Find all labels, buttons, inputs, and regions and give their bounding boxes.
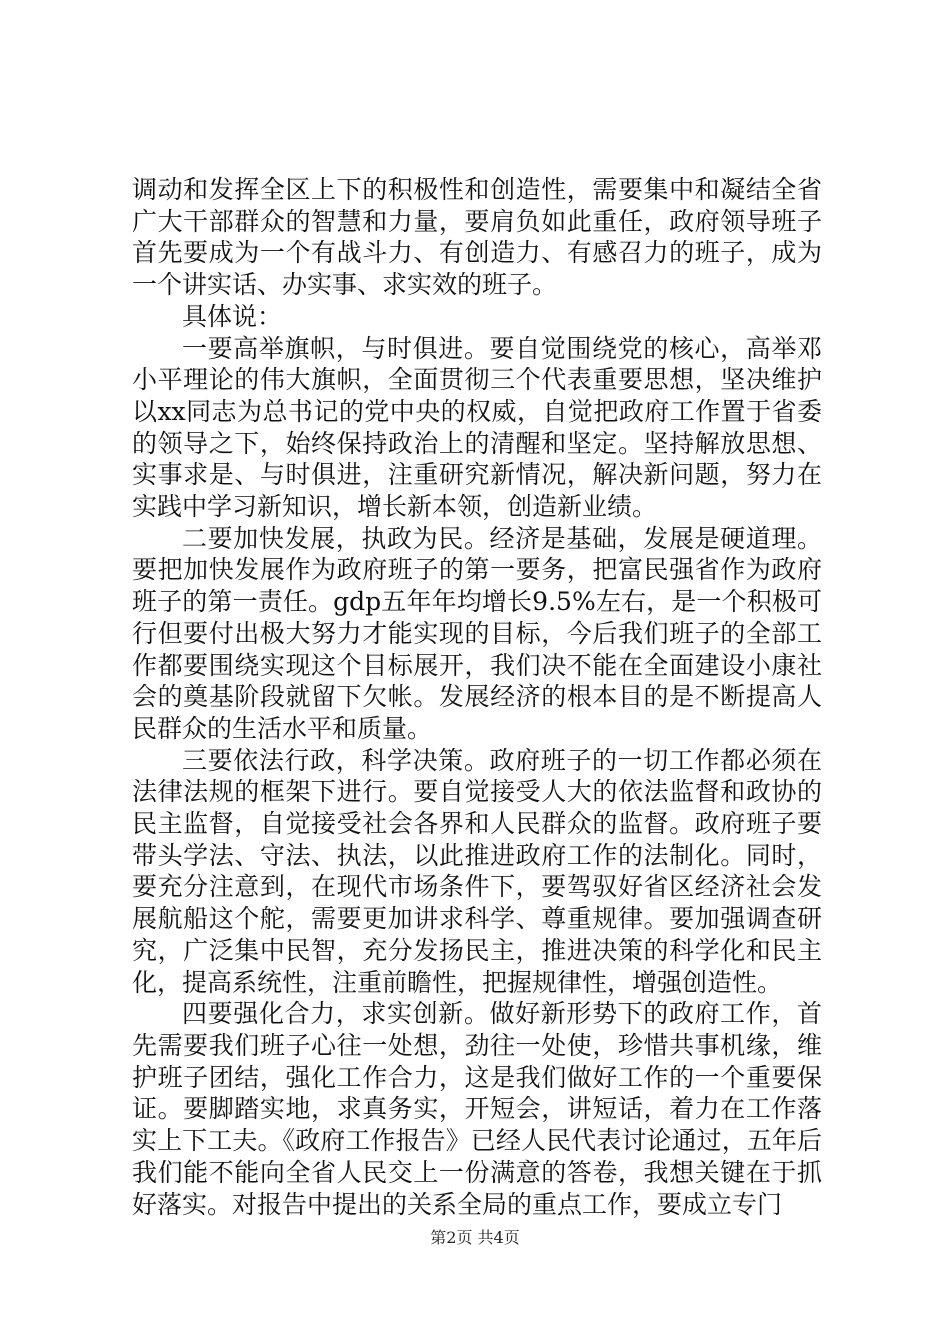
paragraph-point-1: 一要高举旗帜，与时俱进。要自觉围绕党的核心，高举邓小平理论的伟大旗帜，全面贯彻三个代表重要思想，坚决维护以xx同志为总书记的党中央的权威，自觉把政府工作置于省委的领导之下，始终保持政治上的清醒和坚定。坚持解放思想、实事求是、与时俱进，注重研究新情况，解决新问题，努力在实践中学习新知识，增长新本领，创造新业绩。 bbox=[132, 333, 822, 522]
paragraph-point-2: 二要加快发展，执政为民。经济是基础，发展是硬道理。要把加快发展作为政府班子的第一要务，把富民强省作为政府班子的第一责任。gdp五年年均增长9.5%左右，是一个积极可行但要付出极大努力才能实现的目标，今后我们班子的全部工作都要围绕实现这个目标展开，我们决不能在全面建设小康社会的奠基阶段就留下欠帐。发展经济的根本目的是不断提高人民群众的生活水平和质量。 bbox=[132, 523, 822, 743]
paragraph-continued: 调动和发挥全区上下的积极性和创造性，需要集中和凝结全省广大干部群众的智慧和力量，要肩负如此重任，政府领导班子首先要成为一个有战斗力、有创造力、有感召力的班子，成为一个讲实话、办实事、求实效的班子。 bbox=[132, 175, 822, 300]
paragraph-point-4: 四要强化合力，求实创新。做好新形势下的政府工作，首先需要我们班子心往一处想，劲往一处使，珍惜共事机缘，维护班子团结，强化工作合力，这是我们做好工作的一个重要保证。要脚踏实地，求真务实，开短会，讲短话，着力在工作落实上下工夫。《政府工作报告》已经人民代表讨论通过，五年后我们能不能向全省人民交上一份满意的答卷，我想关键在于抓好落实。对报告中提出的关系全局的重点工作，要成立专门 bbox=[132, 999, 822, 1219]
paragraph-point-3: 三要依法行政，科学决策。政府班子的一切工作都必须在法律法规的框架下进行。要自觉接受人大的依法监督和政协的民主监督，自觉接受社会各界和人民群众的监督。政府班子要带头学法、守法、执法，以此推进政府工作的法制化。同时，要充分注意到，在现代市场条件下，要驾驭好省区经济社会发展航船这个舵，需要更加讲求科学、尊重规律。要加强调查研究，广泛集中民智，充分发扬民主，推进决策的科学化和民主化，提高系统性，注重前瞻性，把握规律性，增强创造性。 bbox=[132, 745, 822, 997]
document-body bbox=[132, 174, 822, 1220]
page-number-footer: 第2页 共4页 bbox=[430, 1228, 520, 1247]
paragraph-intro: 具体说： bbox=[182, 301, 283, 331]
